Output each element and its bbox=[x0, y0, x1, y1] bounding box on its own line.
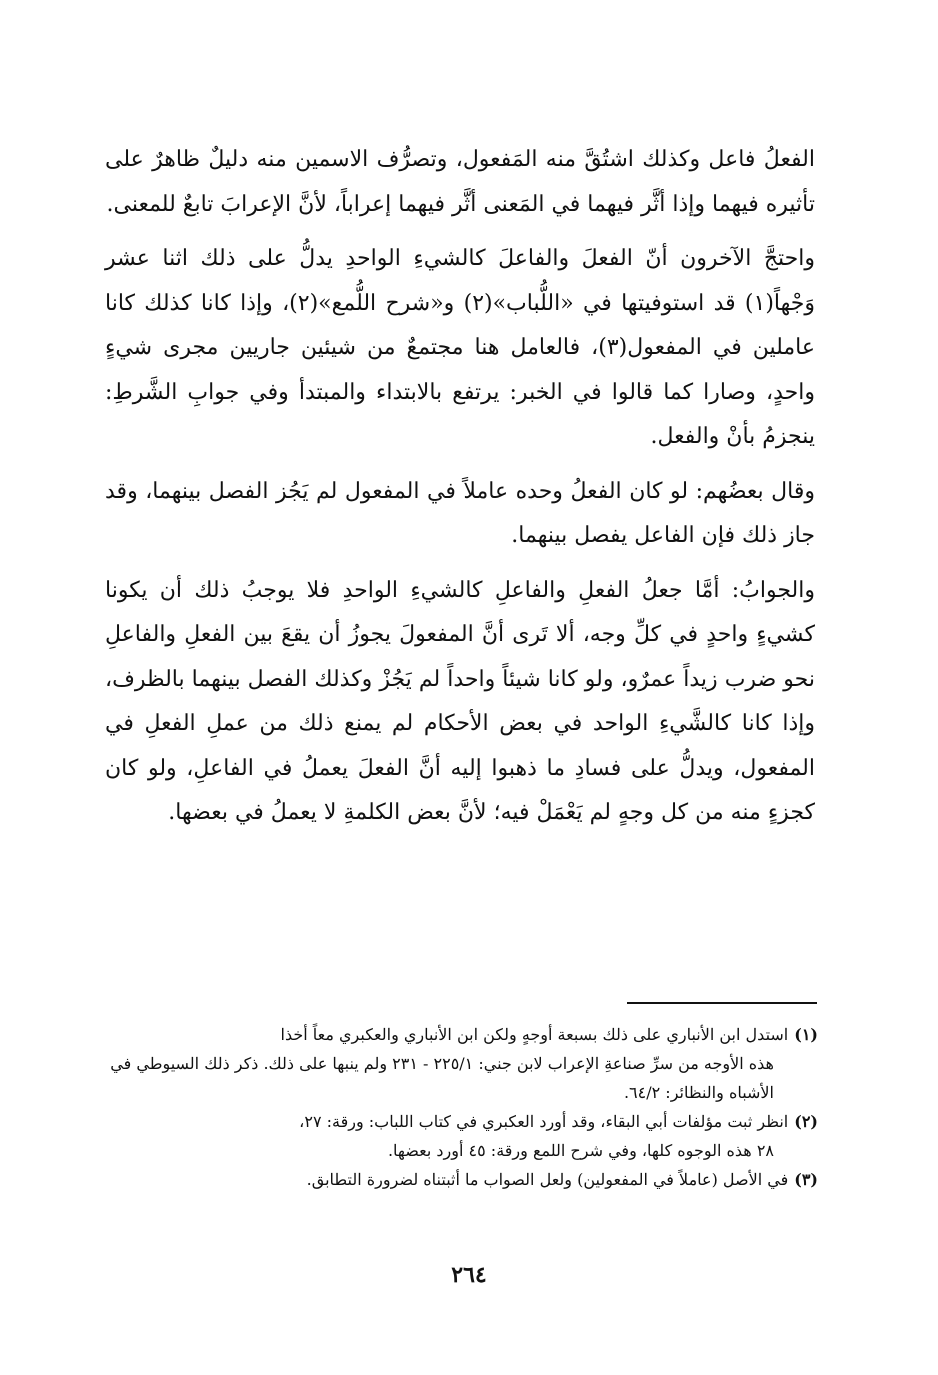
footnote-text: في الأصل (عاملاً في المفعولين) ولعل الصواب ما أثبتناه لضرورة التطابق. bbox=[306, 1170, 789, 1189]
footnote-number: (٢) bbox=[794, 1112, 818, 1131]
footnote-text: انظر ثبت مؤلفات أبي البقاء، وقد أورد العكبري في كتاب اللباب: ورقة: ٢٧، bbox=[299, 1112, 789, 1131]
footnote-1-continuation: هذه الأوجه من سرِّ صناعةِ الإعراب لابن جني: ٢٢٥/١ - ٢٣١ ولم ينبها على ذلك. ذكر ذلك السيوطي في الأشباه والنظائر: ٦٤/٢. bbox=[110, 1054, 774, 1102]
footnote-divider bbox=[627, 1002, 817, 1004]
footnote-2 bbox=[108, 1107, 818, 1136]
page-number: ٢٦٤ bbox=[451, 1262, 487, 1288]
paragraph-1: الفعلُ فاعل وكذلك اشتُقَّ منه المَفعول، وتصرُّف الاسمين منه دليلٌ ظاهرٌ على تأثيره فيهما وإذا أثَّر فيهما في المَعنى أثَّر فيهما إعراباً، لأنَّ الإعرابَ تابعٌ للمعنى. bbox=[105, 147, 815, 217]
footnote-text: استدل ابن الأنباري على ذلك بسبعة أوجهٍ ولكن ابن الأنباري والعكبري معاً أخذا bbox=[280, 1025, 789, 1044]
footnotes bbox=[108, 1020, 818, 1194]
footnote-3 bbox=[108, 1165, 818, 1194]
footnote-2-continuation: ٢٨ هذه الوجوه كلها، وفي شرح اللمع ورقة: ٤٥ أورد بعضها. bbox=[387, 1141, 774, 1160]
footnote-number: (٣) bbox=[794, 1170, 818, 1189]
footnote-1 bbox=[108, 1020, 818, 1049]
paragraph-3: وقال بعضُهم: لو كان الفعلُ وحده عاملاً في المفعول لم يَجُز الفصل بينهما، وقد جاز ذلك فإن الفاعل يفصل بينهما. bbox=[105, 478, 815, 548]
main-text bbox=[105, 138, 815, 846]
paragraph-2: واحتجَّ الآخرون أنّ الفعلَ والفاعلَ كالشيءِ الواحدِ يدلُّ على ذلك اثنا عشر وَجْهاً(١) قد استوفيتها في «اللُّباب»(٢) و«شرح اللُّمع»(٢)، وإذا كانا كذلك كانا عاملين في المفعول(٣)، فالعامل هنا مجتمعٌ من شيئين جاريين مجرى شيءٍ واحدٍ، وصارا كما قالوا في الخبر: يرتفع بالابتداء والمبتدأ وفي جوابِ الشَّرطِ: ينجزمُ بأنْ والفعل. bbox=[105, 246, 815, 449]
paragraph-4: والجوابُ: أمَّا جعلُ الفعلِ والفاعلِ كالشيءِ الواحدِ فلا يوجبُ ذلك أن يكونا كشيءٍ واحدٍ في كلِّ وجه، ألا تَرى أنَّ المفعولَ يجوزُ أن يقعَ بين الفعلِ والفاعلِ نحو ضرب زيداً عمرٌو، ولو كانا شيئاً واحداً لم يَجُزْ وكذلك الفصل بينهما بالظرف، وإذا كانا كالشَّيءِ الواحد في بعض الأحكام لم يمنع ذلك من عملِ الفعلِ في المفعول، ويدلُّ على فسادِ ما ذهبوا إليه أنَّ الفعلَ يعملُ في الفاعلِ، ولو كان كجزءٍ منه من كل وجهٍ لم يَعْمَلْ فيه؛ لأنَّ بعض الكلمةِ لا يعملُ في بعضها. bbox=[105, 577, 815, 825]
footnote-number: (١) bbox=[794, 1025, 818, 1044]
